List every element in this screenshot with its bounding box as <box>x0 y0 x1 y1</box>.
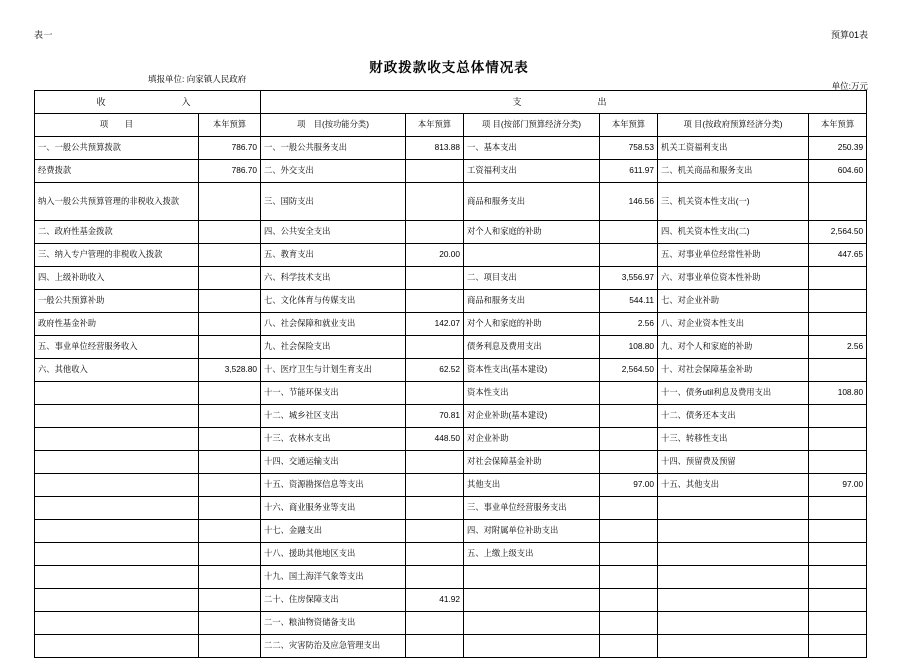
cell-exp-gov-item <box>658 497 809 520</box>
cell-exp-func-budget <box>406 267 464 290</box>
cell-exp-gov-budget <box>809 589 867 612</box>
cell-exp-func-budget <box>406 451 464 474</box>
cell-income-item <box>35 428 199 451</box>
cell-exp-func-budget <box>406 543 464 566</box>
cell-exp-func-item: 六、科学技术支出 <box>261 267 406 290</box>
cell-exp-gov-item <box>658 566 809 589</box>
cell-exp-func-budget <box>406 160 464 183</box>
cell-income-budget <box>199 290 261 313</box>
cell-exp-gov-budget: 2.56 <box>809 336 867 359</box>
fiscal-appropriation-table <box>34 90 867 658</box>
cell-exp-dept-item: 对社会保障基金补助 <box>464 451 600 474</box>
cell-income-item <box>35 635 199 658</box>
table-row <box>35 520 867 543</box>
cell-exp-func-item: 二十、住房保障支出 <box>261 589 406 612</box>
cell-exp-dept-budget: 611.97 <box>600 160 658 183</box>
cell-exp-gov-item: 六、对事业单位资本性补助 <box>658 267 809 290</box>
cell-income-item: 一般公共预算补助 <box>35 290 199 313</box>
col-exp-gov-item: 项 目(按政府预算经济分类) <box>658 114 809 137</box>
table-row <box>35 244 867 267</box>
cell-exp-func-item: 十六、商业服务业等支出 <box>261 497 406 520</box>
table-row <box>35 359 867 382</box>
cell-exp-dept-item <box>464 244 600 267</box>
cell-exp-dept-budget: 146.56 <box>600 183 658 221</box>
cell-exp-func-budget <box>406 336 464 359</box>
cell-exp-gov-budget: 108.80 <box>809 382 867 405</box>
cell-income-budget: 786.70 <box>199 160 261 183</box>
cell-exp-func-budget <box>406 183 464 221</box>
cell-income-item: 二、政府性基金拨款 <box>35 221 199 244</box>
cell-exp-dept-budget <box>600 520 658 543</box>
cell-income-item <box>35 543 199 566</box>
cell-exp-gov-budget <box>809 543 867 566</box>
cell-exp-func-item: 一、一般公共服务支出 <box>261 137 406 160</box>
cell-exp-func-budget <box>406 635 464 658</box>
cell-exp-gov-item: 十三、转移性支出 <box>658 428 809 451</box>
cell-income-budget <box>199 497 261 520</box>
cell-exp-func-item: 三、国防支出 <box>261 183 406 221</box>
table-row <box>35 428 867 451</box>
table-group-header-row <box>35 91 867 114</box>
table-row <box>35 313 867 336</box>
cell-exp-dept-budget <box>600 497 658 520</box>
cell-exp-gov-budget <box>809 359 867 382</box>
table-row <box>35 221 867 244</box>
cell-income-item <box>35 382 199 405</box>
cell-exp-func-item: 十九、国土海洋气象等支出 <box>261 566 406 589</box>
cell-exp-dept-budget <box>600 612 658 635</box>
table-row <box>35 137 867 160</box>
cell-exp-gov-item: 十四、预留费及预留 <box>658 451 809 474</box>
cell-exp-gov-item <box>658 589 809 612</box>
cell-exp-gov-budget <box>809 612 867 635</box>
cell-exp-func-budget <box>406 221 464 244</box>
cell-exp-dept-item: 对企业补助(基本建设) <box>464 405 600 428</box>
cell-exp-dept-item: 资本性支出(基本建设) <box>464 359 600 382</box>
cell-income-item <box>35 451 199 474</box>
cell-income-item: 政府性基金补助 <box>35 313 199 336</box>
table-row <box>35 290 867 313</box>
cell-exp-func-budget <box>406 474 464 497</box>
cell-exp-func-item: 五、教育支出 <box>261 244 406 267</box>
cell-income-budget <box>199 336 261 359</box>
cell-income-budget <box>199 520 261 543</box>
table-row <box>35 267 867 290</box>
cell-income-item: 三、纳入专户管理的非税收入拨款 <box>35 244 199 267</box>
cell-exp-gov-item: 十、对社会保障基金补助 <box>658 359 809 382</box>
form-number-label: 表一 <box>34 30 54 40</box>
cell-income-item <box>35 589 199 612</box>
cell-exp-gov-item: 八、对企业资本性支出 <box>658 313 809 336</box>
table-row <box>35 183 867 221</box>
cell-exp-gov-budget <box>809 451 867 474</box>
cell-exp-dept-item: 资本性支出 <box>464 382 600 405</box>
cell-exp-gov-item <box>658 520 809 543</box>
cell-income-budget <box>199 244 261 267</box>
col-exp-func-item: 项 目(按功能分类) <box>261 114 406 137</box>
cell-exp-gov-item <box>658 543 809 566</box>
cell-exp-func-item: 十二、城乡社区支出 <box>261 405 406 428</box>
cell-exp-gov-budget <box>809 267 867 290</box>
cell-exp-func-item: 十三、农林水支出 <box>261 428 406 451</box>
cell-income-budget <box>199 221 261 244</box>
cell-exp-gov-budget <box>809 428 867 451</box>
cell-income-item: 四、上级补助收入 <box>35 267 199 290</box>
cell-exp-dept-budget <box>600 405 658 428</box>
table-row <box>35 497 867 520</box>
cell-exp-gov-item: 机关工资福利支出 <box>658 137 809 160</box>
cell-exp-gov-item: 九、对个人和家庭的补助 <box>658 336 809 359</box>
cell-income-item <box>35 520 199 543</box>
budget-form-code-label: 预算01表 <box>830 30 868 40</box>
cell-exp-gov-item: 十二、债务还本支出 <box>658 405 809 428</box>
cell-exp-gov-budget <box>809 405 867 428</box>
cell-exp-gov-item: 四、机关资本性支出(二) <box>658 221 809 244</box>
cell-exp-dept-item: 五、上缴上级支出 <box>464 543 600 566</box>
table-row <box>35 474 867 497</box>
cell-exp-func-item: 十、医疗卫生与计划生育支出 <box>261 359 406 382</box>
cell-exp-dept-item: 工资福利支出 <box>464 160 600 183</box>
cell-income-item <box>35 612 199 635</box>
cell-exp-func-budget: 142.07 <box>406 313 464 336</box>
cell-exp-dept-item: 债务利息及费用支出 <box>464 336 600 359</box>
cell-exp-func-item: 四、公共安全支出 <box>261 221 406 244</box>
cell-exp-gov-budget <box>809 566 867 589</box>
cell-exp-func-item: 十七、金融支出 <box>261 520 406 543</box>
cell-exp-gov-budget: 2,564.50 <box>809 221 867 244</box>
cell-income-budget <box>199 313 261 336</box>
group-header-income: 收 入 <box>35 91 261 114</box>
cell-exp-func-budget <box>406 290 464 313</box>
cell-exp-func-budget <box>406 612 464 635</box>
cell-exp-dept-item: 对个人和家庭的补助 <box>464 313 600 336</box>
cell-income-budget <box>199 428 261 451</box>
cell-exp-dept-item: 一、基本支出 <box>464 137 600 160</box>
filler-unit-label: 填报单位: 向家镇人民政府 <box>148 74 247 84</box>
cell-exp-dept-item <box>464 635 600 658</box>
cell-exp-gov-budget: 97.00 <box>809 474 867 497</box>
cell-exp-dept-budget <box>600 428 658 451</box>
cell-exp-func-budget <box>406 566 464 589</box>
cell-income-item <box>35 474 199 497</box>
col-income-item: 项 目 <box>35 114 199 137</box>
cell-exp-dept-budget: 2,564.50 <box>600 359 658 382</box>
cell-exp-dept-budget: 758.53 <box>600 137 658 160</box>
cell-exp-dept-budget: 97.00 <box>600 474 658 497</box>
cell-exp-func-budget: 62.52 <box>406 359 464 382</box>
cell-exp-func-budget <box>406 497 464 520</box>
table-row <box>35 382 867 405</box>
cell-exp-dept-budget: 544.11 <box>600 290 658 313</box>
cell-exp-gov-budget <box>809 313 867 336</box>
cell-income-budget <box>199 405 261 428</box>
cell-exp-gov-item: 三、机关资本性支出(一) <box>658 183 809 221</box>
cell-exp-gov-budget <box>809 183 867 221</box>
cell-income-item: 纳入一般公共预算管理的非税收入拨款 <box>35 183 199 221</box>
cell-exp-gov-budget: 604.60 <box>809 160 867 183</box>
col-exp-dept-budget: 本年预算 <box>600 114 658 137</box>
cell-income-item: 五、事业单位经营服务收入 <box>35 336 199 359</box>
cell-income-item: 经费拨款 <box>35 160 199 183</box>
table-row <box>35 336 867 359</box>
col-exp-dept-item: 项 目(按部门预算经济分类) <box>464 114 600 137</box>
cell-exp-dept-item: 商品和服务支出 <box>464 183 600 221</box>
cell-exp-dept-budget <box>600 566 658 589</box>
cell-exp-dept-budget <box>600 589 658 612</box>
cell-exp-func-item: 二、外交支出 <box>261 160 406 183</box>
cell-income-budget: 786.70 <box>199 137 261 160</box>
cell-exp-gov-budget: 250.39 <box>809 137 867 160</box>
cell-exp-gov-item: 五、对事业单位经常性补助 <box>658 244 809 267</box>
col-exp-gov-budget: 本年预算 <box>809 114 867 137</box>
cell-exp-func-budget: 70.81 <box>406 405 464 428</box>
table-row <box>35 543 867 566</box>
cell-income-item: 六、其他收入 <box>35 359 199 382</box>
cell-exp-dept-budget: 3,556.97 <box>600 267 658 290</box>
group-header-expense: 支 出 <box>261 91 867 114</box>
cell-exp-dept-item <box>464 612 600 635</box>
cell-exp-dept-item: 对个人和家庭的补助 <box>464 221 600 244</box>
cell-exp-func-item: 二二、灾害防治及应急管理支出 <box>261 635 406 658</box>
cell-income-item <box>35 405 199 428</box>
table-row <box>35 566 867 589</box>
cell-income-budget <box>199 382 261 405</box>
cell-income-budget <box>199 566 261 589</box>
cell-exp-gov-item: 十五、其他支出 <box>658 474 809 497</box>
cell-exp-func-budget: 20.00 <box>406 244 464 267</box>
table-row <box>35 405 867 428</box>
cell-exp-gov-budget: 447.65 <box>809 244 867 267</box>
cell-exp-func-budget <box>406 520 464 543</box>
cell-exp-dept-item: 二、项目支出 <box>464 267 600 290</box>
cell-exp-func-item: 八、社会保障和就业支出 <box>261 313 406 336</box>
cell-exp-func-budget: 41.92 <box>406 589 464 612</box>
cell-exp-func-item: 九、社会保险支出 <box>261 336 406 359</box>
amount-unit-label: 单位:万元 <box>831 81 868 91</box>
col-exp-func-budget: 本年预算 <box>406 114 464 137</box>
cell-exp-gov-item <box>658 635 809 658</box>
table-row <box>35 635 867 658</box>
cell-exp-func-budget: 448.50 <box>406 428 464 451</box>
cell-exp-gov-item: 十一、债务util利息及费用支出 <box>658 382 809 405</box>
page-title: 财政拨款收支总体情况表 <box>369 60 529 75</box>
cell-exp-func-budget <box>406 382 464 405</box>
cell-income-budget <box>199 543 261 566</box>
cell-income-budget <box>199 474 261 497</box>
cell-income-budget <box>199 612 261 635</box>
cell-exp-dept-item <box>464 566 600 589</box>
cell-exp-dept-item: 四、对附属单位补助支出 <box>464 520 600 543</box>
cell-exp-dept-budget <box>600 382 658 405</box>
cell-exp-dept-budget <box>600 543 658 566</box>
cell-exp-dept-item: 对企业补助 <box>464 428 600 451</box>
cell-exp-dept-item: 商品和服务支出 <box>464 290 600 313</box>
cell-income-budget <box>199 183 261 221</box>
cell-exp-func-item: 七、文化体育与传媒支出 <box>261 290 406 313</box>
table-row <box>35 589 867 612</box>
cell-exp-gov-item <box>658 612 809 635</box>
cell-exp-gov-item: 七、对企业补助 <box>658 290 809 313</box>
cell-exp-dept-budget <box>600 244 658 267</box>
cell-income-item <box>35 566 199 589</box>
cell-exp-dept-item: 三、事业单位经营服务支出 <box>464 497 600 520</box>
cell-exp-func-item: 十八、援助其他地区支出 <box>261 543 406 566</box>
cell-exp-gov-item: 二、机关商品和服务支出 <box>658 160 809 183</box>
cell-exp-dept-budget: 108.80 <box>600 336 658 359</box>
cell-exp-func-item: 二一、粮油物资储备支出 <box>261 612 406 635</box>
cell-income-budget <box>199 267 261 290</box>
cell-exp-dept-item: 其他支出 <box>464 474 600 497</box>
cell-income-budget <box>199 451 261 474</box>
cell-exp-func-budget: 813.88 <box>406 137 464 160</box>
cell-exp-gov-budget <box>809 520 867 543</box>
cell-exp-func-item: 十四、交通运输支出 <box>261 451 406 474</box>
cell-exp-gov-budget <box>809 290 867 313</box>
cell-income-budget: 3,528.80 <box>199 359 261 382</box>
cell-exp-dept-budget: 2.56 <box>600 313 658 336</box>
cell-exp-dept-item <box>464 589 600 612</box>
cell-income-budget <box>199 589 261 612</box>
col-income-budget: 本年预算 <box>199 114 261 137</box>
cell-exp-func-item: 十五、资源勘探信息等支出 <box>261 474 406 497</box>
cell-income-budget <box>199 635 261 658</box>
cell-exp-dept-budget <box>600 635 658 658</box>
cell-exp-func-item: 十一、节能环保支出 <box>261 382 406 405</box>
cell-exp-gov-budget <box>809 497 867 520</box>
cell-exp-dept-budget <box>600 221 658 244</box>
cell-income-item <box>35 497 199 520</box>
table-column-header-row <box>35 114 867 137</box>
cell-exp-dept-budget <box>600 451 658 474</box>
table-row <box>35 612 867 635</box>
cell-income-item: 一、一般公共预算拨款 <box>35 137 199 160</box>
cell-exp-gov-budget <box>809 635 867 658</box>
table-row <box>35 160 867 183</box>
table-row <box>35 451 867 474</box>
